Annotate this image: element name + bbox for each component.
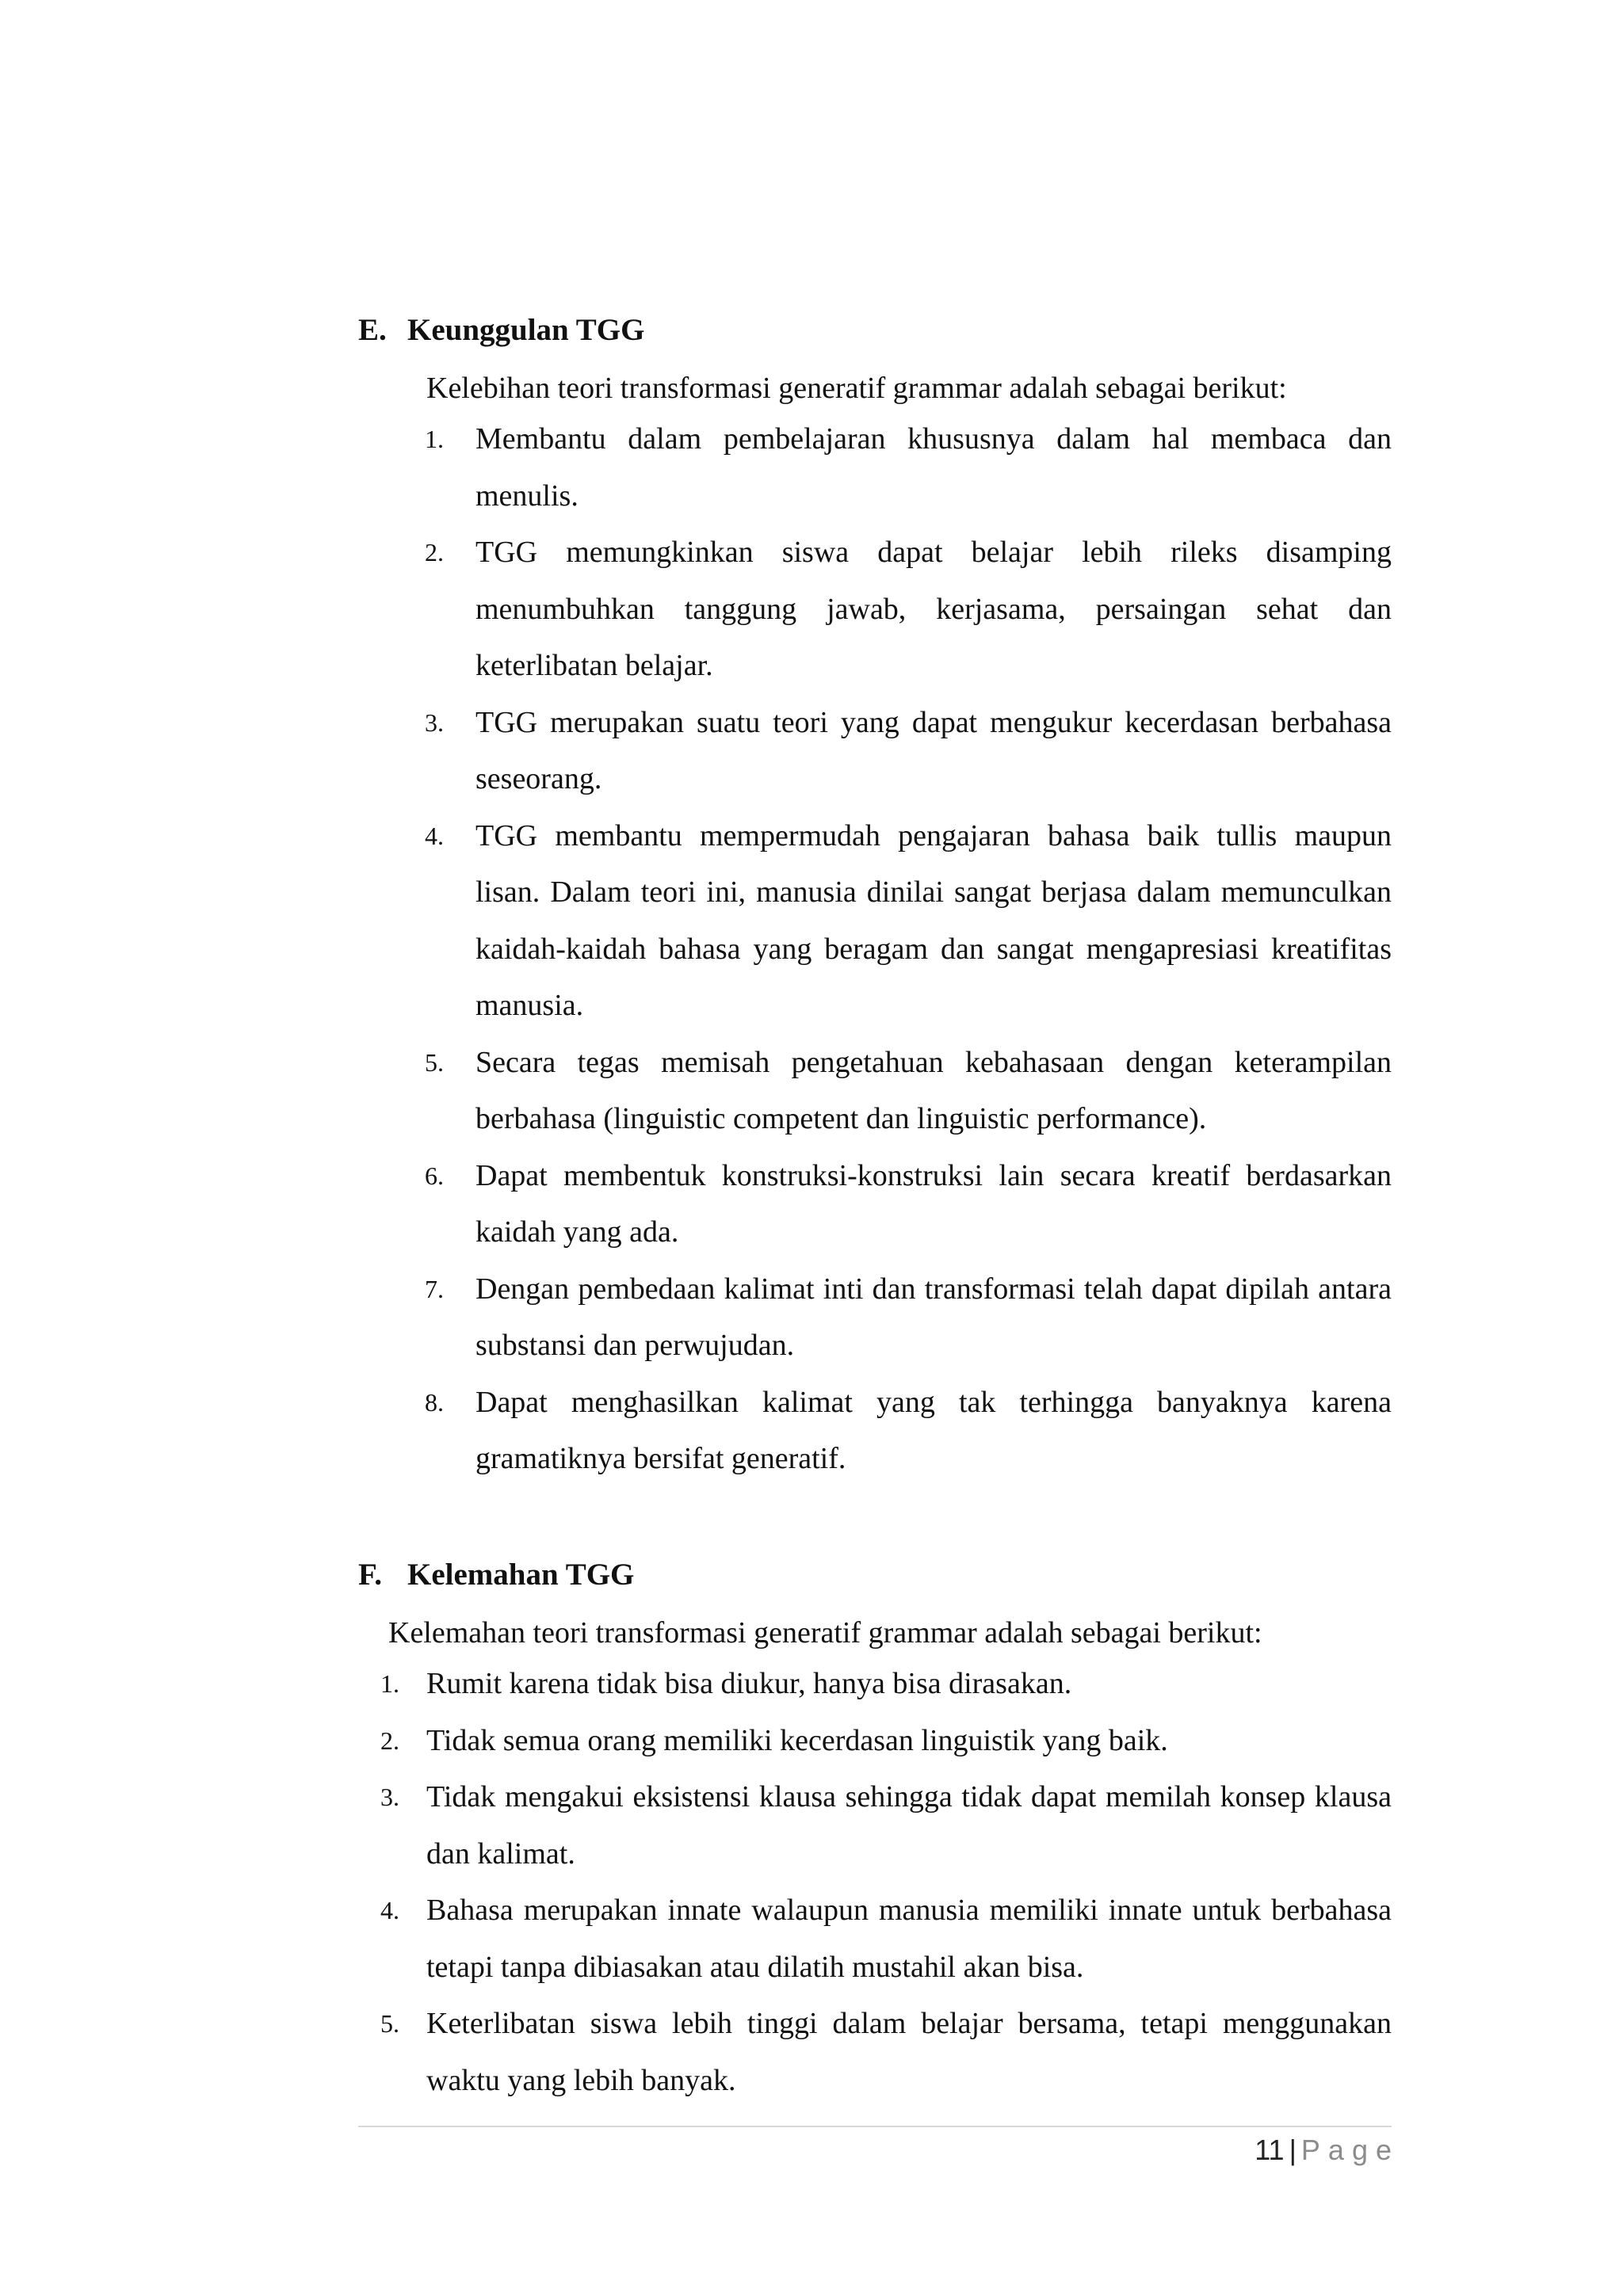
section-f-title: Kelemahan TGG [407,1558,635,1592]
list-item-text: Membantu dalam pembelajaran khususnya dalam hal membaca dan menulis. [475,422,1392,513]
list-item-text: Bahasa merupakan innate walaupun manusia memiliki innate untuk berbahasa tetapi tanpa dibiasakan atau dilatih mustahil akan bisa. [426,1894,1392,1984]
list-item-text: Tidak mengakui eksistensi klausa sehingga tidak dapat memilah konsep klausa dan kalimat. [426,1780,1392,1871]
list-item-text: Tidak semua orang memiliki kecerdasan linguistik yang baik. [426,1723,1168,1757]
list-item-number: 1. [425,425,444,453]
footer-separator: | [1289,2134,1296,2166]
list-item-text: Dapat membentuk konstruksi-konstruksi lain secara kreatif berdasarkan kaidah yang ada. [475,1158,1392,1249]
list-item-text: Secara tegas memisah pengetahuan kebahasaan dengan keterampilan berbahasa (linguistic competent dan linguistic performance). [475,1045,1392,1135]
list-item-number: 4. [380,1896,399,1924]
list-item-text: TGG membantu mempermudah pengajaran bahasa baik tullis maupun lisan. Dalam teori ini, manusia dinilai sangat berjasa dalam memunculkan kaidah-kaidah bahasa yang beragam dan sangat mengapresiasi kreatifitas manusia. [475,818,1392,1022]
list-item-text: Keterlibatan siswa lebih tinggi dalam belajar bersama, tetapi menggunakan waktu yang lebih banyak. [426,2007,1392,2097]
list-item-text: TGG merupakan suatu teori yang dapat mengukur kecerdasan berbahasa seseorang. [475,705,1392,795]
list-item-number: 3. [380,1783,399,1811]
footer-divider [358,2126,1392,2127]
list-item [425,1261,1392,1375]
list-item [425,1035,1392,1148]
list-item [425,808,1392,1035]
list-item [425,695,1392,808]
list-item-text: Rumit karena tidak bisa diukur, hanya bisa dirasakan. [426,1667,1072,1700]
list-item-number: 5. [380,2009,399,2038]
section-f-letter: F. [358,1558,382,1592]
list-item [425,524,1392,695]
list-item [380,1656,1392,1713]
list-item-number: 6. [425,1161,444,1190]
list-item [380,1996,1392,2109]
section-e-title: Keunggulan TGG [407,313,645,347]
list-item-number: 3. [425,707,444,737]
list-item [425,1375,1392,1488]
section-f-intro: Kelemahan teori transformasi generatif grammar adalah sebagai berikut: [388,1616,1262,1650]
section-e-list [425,411,1392,1488]
list-item-text: TGG memungkinkan siswa dapat belajar lebih rileks disamping menumbuhkan tanggung jawab, kerjasama, persaingan sehat dan keterlibatan belajar. [475,536,1392,682]
list-item-number: 1. [380,1669,399,1698]
list-item [425,411,1392,524]
list-item-number: 2. [380,1726,399,1755]
section-e-letter: E. [358,313,387,347]
page-label: Page [1300,2134,1400,2166]
section-e-intro: Kelebihan teori transformasi generatif grammar adalah sebagai berikut: [426,372,1287,405]
list-item [380,1713,1392,1770]
page-footer [1254,2130,1400,2171]
list-item-number: 5. [425,1047,444,1077]
page-number: 11 [1254,2134,1285,2166]
list-item [380,1769,1392,1882]
list-item-number: 7. [425,1274,444,1303]
list-item-text: Dengan pembedaan kalimat inti dan transformasi telah dapat dipilah antara substansi dan perwujudan. [475,1272,1392,1362]
list-item-number: 8. [425,1387,444,1417]
list-item-number: 2. [425,538,444,566]
list-item-text: Dapat menghasilkan kalimat yang tak terhingga banyaknya karena gramatiknya bersifat generatif. [475,1385,1392,1475]
list-item [380,1882,1392,1996]
list-item-number: 4. [425,821,444,850]
section-f-list [380,1656,1392,2109]
list-item [425,1148,1392,1261]
section-f-heading [358,1547,634,1603]
section-e-heading [358,302,644,358]
